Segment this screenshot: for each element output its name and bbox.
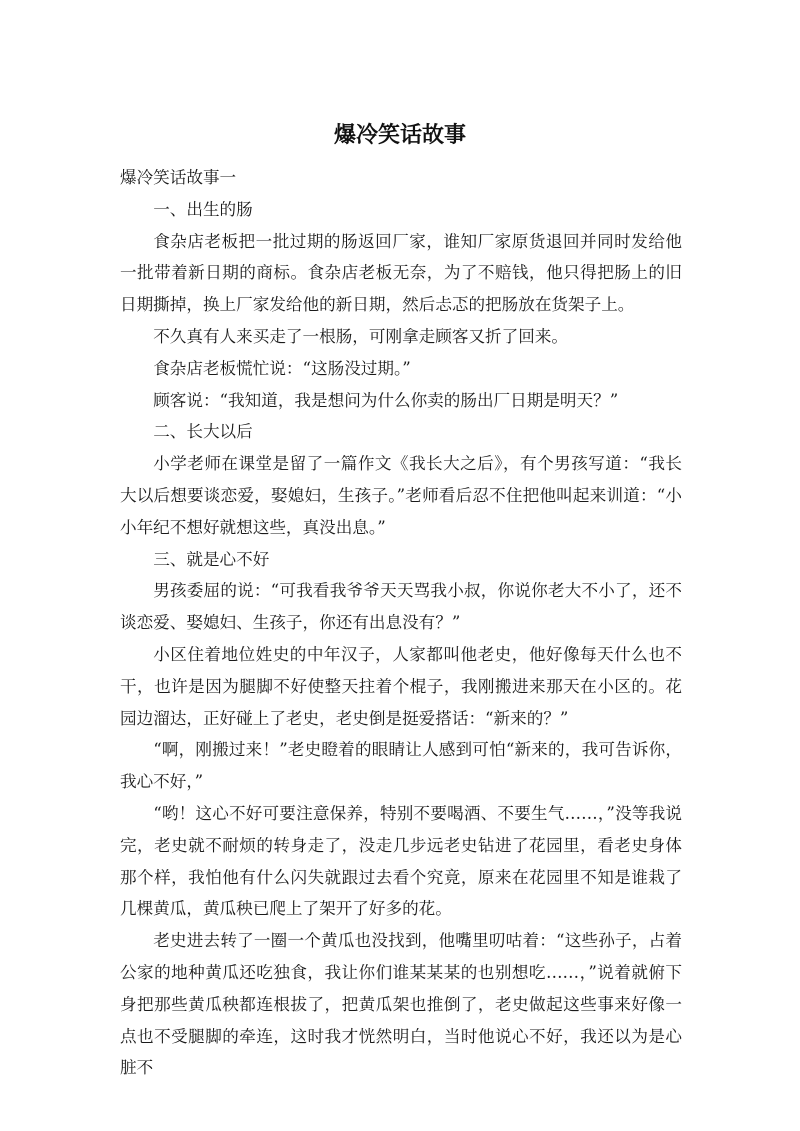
paragraph: 男孩委屈的说：“可我看我爷爷天天骂我小叔，你说你老大不小了，还不谈恋爱、娶媳妇、生孩子，你还有出息没有？” (120, 581, 682, 633)
paragraph: 三、就是心不好 (153, 549, 270, 569)
paragraph: 食杂店老板把一批过期的肠返回厂家，谁知厂家原货退回并同时发给他一批带着新日期的商标。食杂店老板无奈，为了不赔钱，他只得把肠上的旧日期撕掉，换上厂家发给他的新日期，然后忐忑的把肠放在货架子上。 (120, 231, 682, 315)
document-title: 爆冷笑话故事 (333, 123, 466, 148)
document-body (120, 162, 682, 1084)
paragraph: 小学老师在课堂是留了一篇作文《我长大之后》，有个男孩写道：“我长大以后想要谈恋爱，娶媳妇，生孩子。”老师看后忍不住把他叫起来训道：“小小年纪不想好就想这些，真没出息。” (120, 454, 682, 537)
section-heading: 爆冷笑话故事一 (120, 168, 237, 187)
paragraph: 二、长大以后 (153, 422, 253, 442)
paragraph: “啊，刚搬过来！”老史瞪着的眼睛让人感到可怕“新来的，我可告诉你，我心不好，” (120, 740, 682, 792)
paragraph: “哟！这心不好可要注意保养，特别不要喝酒、不要生气……，”没等我说完，老史就不耐烦的转身走了，没走几步远老史钻进了花园里，看老史身体那个样，我怕他有什么闪失就跟过去看个究竟，原来在花园里不知是谁栽了几棵黄瓜，黄瓜秧已爬上了架开了好多的花。 (120, 803, 682, 919)
paragraph: 老史进去转了一圈一个黄瓜也没找到，他嘴里叨咕着：“这些孙子，占着公家的地种黄瓜还吃独食，我让你们谁某某某的也别想吃……，”说着就俯下身把那些黄瓜秧都连根拔了，把黄瓜架也推倒了，老史做起这些事来好像一点也不受腿脚的牵连，这时我才恍然明白，当时他说心不好，我还以为是心脏不 (120, 931, 682, 1078)
paragraph: 顾客说：“我知道，我是想问为什么你卖的肠出厂日期是明天？” (153, 390, 619, 410)
paragraph: 食杂店老板慌忙说：“这肠没过期。” (153, 358, 411, 378)
paragraph: 小区住着地位姓史的中年汉子，人家都叫他老史，他好像每天什么也不干，也许是因为腿脚不好使整天拄着个棍子，我刚搬进来那天在小区的。花园边溜达，正好碰上了老史，老史倒是挺爱搭话：“新来的？” (120, 644, 682, 728)
paragraph: 一、出生的肠 (153, 199, 253, 219)
paragraph: 不久真有人来买走了一根肠，可刚拿走顾客又折了回来。 (153, 326, 569, 346)
